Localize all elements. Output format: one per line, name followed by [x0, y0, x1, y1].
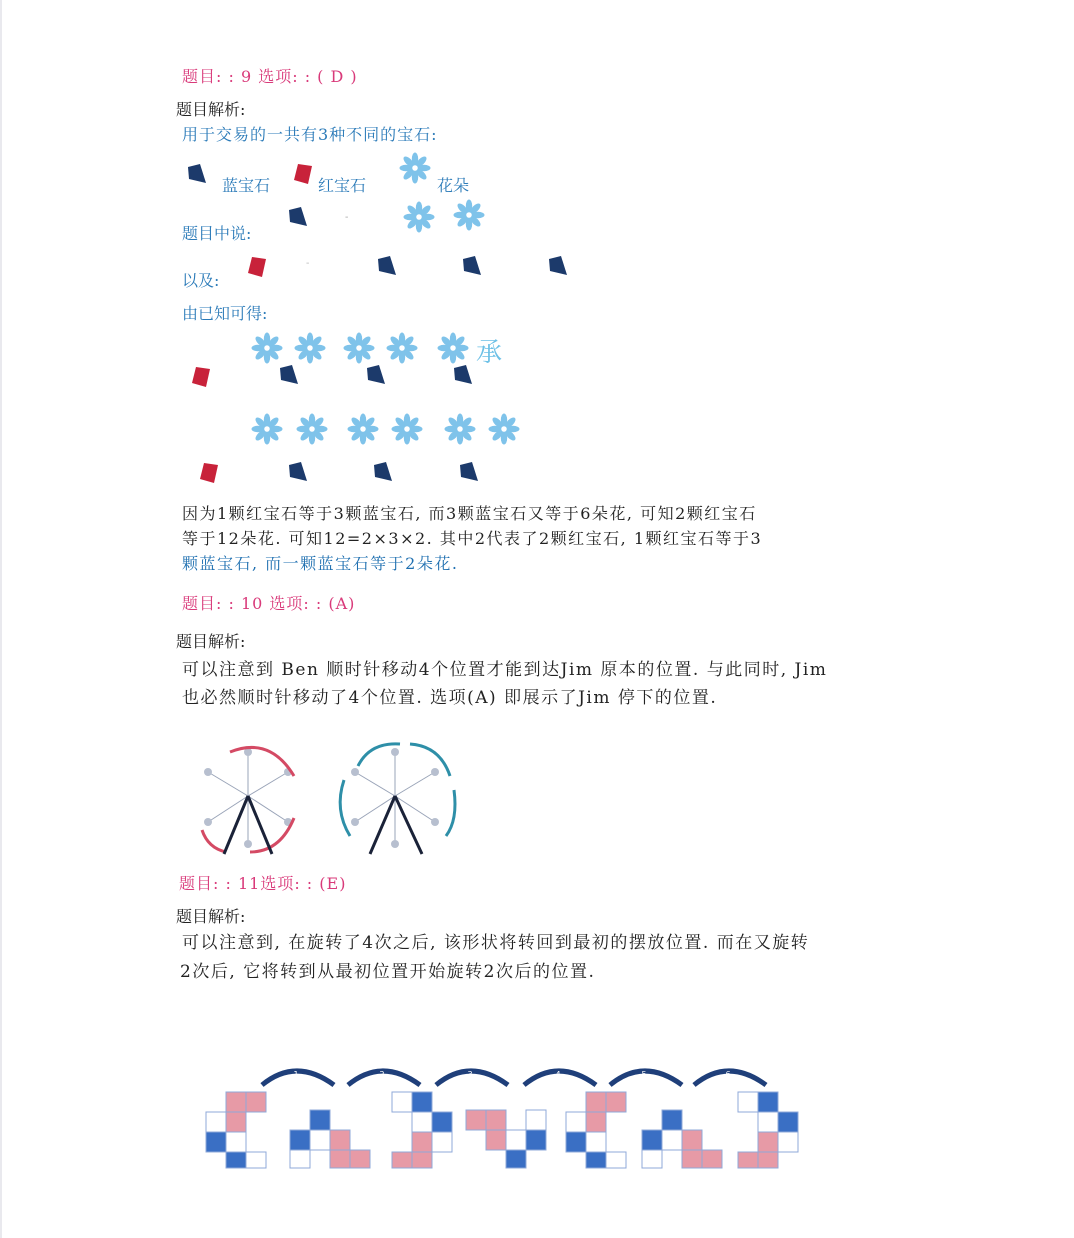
- q11-line1: 可以注意到, 在旋转了4次之后, 该形状将转回到最初的摆放位置. 而在又旋转: [182, 933, 810, 953]
- flower-icon: [250, 412, 284, 446]
- q9-analysis-label: 题目解析:: [176, 100, 246, 119]
- rotation-arrows: [250, 1055, 780, 1095]
- shape-step-3: [464, 1108, 548, 1170]
- red-gem-icon: [198, 461, 220, 485]
- flower-icon: [443, 412, 477, 446]
- red-gem-icon: [190, 365, 212, 389]
- blue-gem-icon: [186, 163, 208, 187]
- blue-gem-icon: [452, 364, 474, 388]
- q9-explanation-line2: 等于12朵花. 可知12=2×3×2. 其中2代表了2颗红宝石, 1颗红宝石等于3: [182, 529, 763, 548]
- arrow-label: 4: [555, 1070, 561, 1079]
- q11-header: 题目: : 11选项: : (E): [179, 874, 347, 893]
- q9-explanation-line3: 颗蓝宝石, 而一颗蓝宝石等于2朵花.: [182, 554, 459, 573]
- flower-icon: [436, 331, 470, 365]
- blue-gem-icon: [278, 364, 300, 388]
- arrow-label: 5: [641, 1070, 647, 1079]
- flower-icon: [402, 200, 436, 234]
- shape-step-1: [288, 1108, 372, 1170]
- legend-red-label: 红宝石: [318, 176, 367, 195]
- scan-edge: [0, 0, 2, 1238]
- q11-analysis-label: 题目解析:: [176, 907, 246, 926]
- ferris-wheel-after: [330, 740, 460, 860]
- flower-icon: [346, 412, 380, 446]
- arrow-label: 2: [379, 1070, 385, 1079]
- blue-gem-icon: [458, 461, 480, 485]
- q11-line2: 2次后, 它将转到从最初位置开始旋转2次后的位置.: [180, 962, 596, 982]
- flower-icon: [250, 331, 284, 365]
- q10-header: 题目: : 10 选项: : (A): [182, 594, 356, 613]
- red-gem-icon: [246, 255, 268, 279]
- flower-icon: [385, 331, 419, 365]
- flower-icon: [452, 198, 486, 232]
- flower-icon: [390, 412, 424, 446]
- equals-mark: -: [306, 258, 310, 269]
- q10-analysis-label: 题目解析:: [176, 632, 246, 651]
- shape-step-4: [564, 1090, 628, 1170]
- q9-also-label: 以及:: [182, 271, 220, 290]
- q9-derived-label: 由已知可得:: [182, 304, 268, 323]
- legend-flower-label: 花朵: [437, 176, 470, 195]
- blue-gem-icon: [372, 461, 394, 485]
- q9-explanation-line1: 因为1颗红宝石等于3颗蓝宝石, 而3颗蓝宝石又等于6朵花, 可知2颗红宝石: [182, 504, 757, 523]
- q9-statement-label: 题目中说:: [182, 224, 252, 243]
- blue-gem-icon: [365, 364, 387, 388]
- legend-blue-label: 蓝宝石: [222, 176, 271, 195]
- flower-icon: [342, 331, 376, 365]
- shape-step-6: [736, 1090, 800, 1170]
- flower-icon: [487, 412, 521, 446]
- red-gem-icon: [292, 162, 314, 186]
- q10-line2: 也必然顺时针移动了4个位置. 选项(A) 即展示了Jim 停下的位置.: [182, 688, 718, 708]
- arrow-label: 1: [293, 1070, 299, 1079]
- flower-icon: [293, 331, 327, 365]
- shape-step-5: [640, 1108, 724, 1170]
- equals-mark: -: [345, 212, 349, 223]
- blue-gem-icon: [461, 255, 483, 279]
- arrow-label: 3: [467, 1070, 473, 1079]
- q9-intro: 用于交易的一共有3种不同的宝石:: [182, 125, 438, 144]
- arrow-label: 6: [725, 1070, 731, 1079]
- blue-gem-icon: [287, 206, 309, 230]
- blue-gem-icon: [287, 461, 309, 485]
- shape-step-2: [390, 1090, 454, 1170]
- blue-gem-icon: [547, 255, 569, 279]
- shape-step-0: [204, 1090, 268, 1170]
- q9-header: 题目: : 9 选项: : ( D ): [182, 67, 358, 86]
- flower-icon: [398, 151, 432, 185]
- stamp-mark: 承: [476, 338, 503, 368]
- blue-gem-icon: [376, 255, 398, 279]
- flower-icon: [295, 412, 329, 446]
- ferris-wheel-before: [190, 740, 310, 860]
- q10-line1: 可以注意到 Ben 顺时针移动4个位置才能到达Jim 原本的位置. 与此同时, Jim: [182, 660, 828, 680]
